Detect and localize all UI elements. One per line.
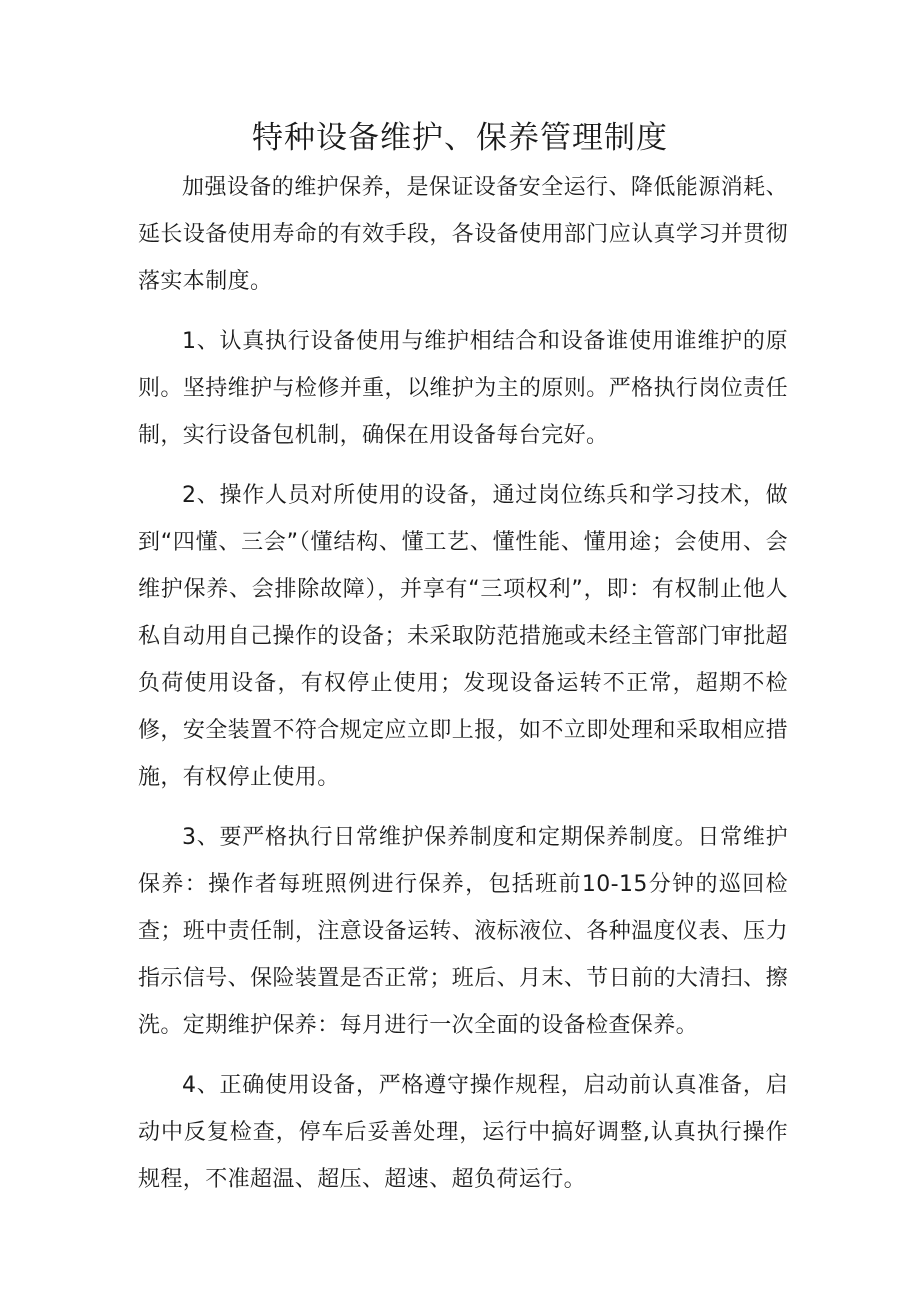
document-title: 特种设备维护、保养管理制度 [252, 120, 668, 156]
document-body [138, 164, 788, 1216]
rule-1-paragraph: 1、认真执行设备使用与维护相结合和设备谁使用谁维护的原则。坚持维护与检修并重，以维护为主的原则。严格执行岗位责任制，实行设备包机制，确保在用设备每台完好。 [138, 329, 788, 448]
rule-4-paragraph: 4、正确使用设备，严格遵守操作规程，启动前认真准备，启动中反复检查，停车后妥善处理，运行中搞好调整,认真执行操作规程，不准超温、超压、超速、超负荷运行。 [138, 1073, 788, 1192]
intro-paragraph: 加强设备的维护保养，是保证设备安全运行、降低能源消耗、延长设备使用寿命的有效手段，各设备使用部门应认真学习并贯彻落实本制度。 [138, 175, 788, 294]
rule-2-paragraph: 2、操作人员对所使用的设备，通过岗位练兵和学习技术，做到“四懂、三会”（懂结构、懂工艺、懂性能、懂用途；会使用、会维护保养、会排除故障），并享有“三项权利”，即：有权制止他人私自动用自己操作的设备；未采取防范措施或未经主管部门审批超负荷使用设备，有权停止使用；发现设备运转不正常，超期不检修，安全装置不符合规定应立即上报，如不立即处理和采取相应措施，有权停止使用。 [138, 483, 788, 790]
rule-3-paragraph: 3、要严格执行日常维护保养制度和定期保养制度。日常维护保养：操作者每班照例进行保养，包括班前10-15分钟的巡回检查；班中责任制，注意设备运转、液标液位、各种温度仪表、压力指示信号、保险装置是否正常；班后、月末、节日前的大清扫、擦洗。定期维护保养：每月进行一次全面的设备检查保养。 [138, 825, 788, 1038]
